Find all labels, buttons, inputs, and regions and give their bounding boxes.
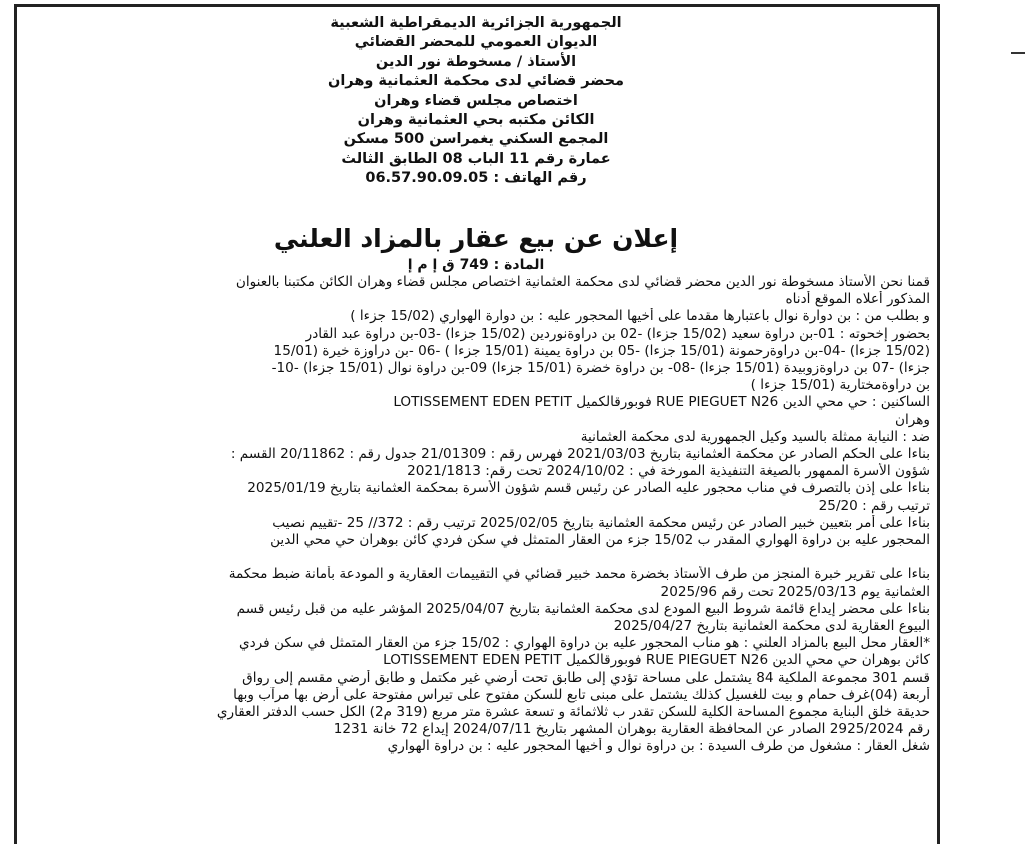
page-edge-mark <box>1011 52 1025 54</box>
body-text-line: بناءا على محضر إيداع قائمة شروط البيع المودع لدى محكمة العثمانية بتاريخ 2025/04/07 المؤشر عليه من قبل رئيس قسم <box>236 600 930 617</box>
announcement-body <box>22 274 930 756</box>
header-line: محضر قضائي لدى محكمة العثمانية وهران <box>327 73 625 90</box>
body-text-line: قسم 301 مجموعة الملكية 84 يشتمل على مساحة تؤدي إلى طابق تحت أرضي غير مكتمل و طابق أرضي مقسم إلى رواق <box>242 669 930 686</box>
body-text-line: بن دراوةمختارية (15/01 جزءا ) <box>750 377 930 394</box>
body-text-line: بناءا على أمر بتعيين خبير الصادر عن رئيس محكمة العثمانية بتاريخ 2025/02/05 ترتيب رقم : 372// 25 -تقييم نصيب <box>272 514 930 531</box>
body-text-line: العثمانية يوم 2025/03/13 تحت رقم 2025/96 <box>660 583 930 600</box>
body-text-line: (15/02 جزءا) -04-بن دراوةرحمونة (15/01 جزءا) -05 بن دراوة يمينة (15/01 جزءا ) -06 -بن دراوزة خيرة (15/01 <box>273 342 930 359</box>
body-text-line: ترتيب رقم : 25/20 <box>818 497 930 514</box>
body-text-line: بحضور إخحوته : 01-بن دراوة سعيد (15/02 جزءا) -02 بن دراوةنوردين (15/02 جزءا) -03-بن دراوة عبد القادر <box>305 325 930 342</box>
announcement-title: إعلان عن بيع عقار بالمزاد العلني <box>273 224 679 253</box>
body-text-line: شؤون الأسرة الممهور بالصيغة التنفيذية المورخة في : 2024/10/02 تحت رقم: 2021/1813 <box>407 463 930 480</box>
header-line: اختصاص مجلس قضاء وهران <box>374 92 578 109</box>
body-text-line: بناءا على إذن بالتصرف في مناب محجور عليه الصادر عن رئيس قسم شؤون الأسرة بمحكمة العثمانية بتاريخ 2025/01/19 <box>247 480 930 497</box>
body-text-line: الساكنين : حي محي الدين RUE PIEGUET N26 فوبورقالكميل LOTISSEMENT EDEN PETIT <box>393 394 930 411</box>
body-text-line: المحجور عليه بن دراوة الهواري المقدر ب 15/02 جزء من العقار المتمثل في سكن فردي كائن بوهران حي محي الدين <box>270 532 930 549</box>
header-line: الأستاذ / مسخوطة نور الدين <box>375 53 577 70</box>
legal-article-reference: المادة : 749 ق إ م إ <box>407 257 545 273</box>
body-text-line: المذكور أعلاه الموقع أدناه <box>785 291 930 308</box>
header-line: الكائن مكتبه بحي العثمانية وهران <box>357 112 595 129</box>
body-text-line: وهران <box>895 411 930 428</box>
header-line: المجمع السكني يغمراسن 500 مسكن <box>343 131 609 148</box>
body-text-line: ضد : النيابة ممثلة بالسيد وكيل الجمهورية لدى محكمة العثمانية <box>580 428 930 445</box>
body-text-line: قمنا نحن الأستاذ مسخوطة نور الدين محضر قضائي لدى محكمة العثمانية اختصاص مجلس قضاء وهران الكائن مكتبنا بالعنوان <box>235 274 930 290</box>
body-text-line: *العقار محل البيع بالمزاد العلني : هو مناب المحجور عليه بن دراوة الهواري : 15/02 جزء من العقار المتمثل في سكن فردي <box>238 635 930 652</box>
body-text-line: حديقة خلق البناية مجموع المساحة الكلية للسكن تقدر ب ثلاثمائة و تسعة عشرة متر مربع (319 م2) الكل حسب الدفتر العقاري <box>216 704 930 721</box>
body-text-line: بناءا على تقرير خبرة المنجز من طرف الأستاذ بخضرة محمد خبير قضائي في التقييمات العقارية و المودعة بأمانة ضبط محكمة <box>228 566 930 583</box>
office-header <box>20 14 932 189</box>
header-line: الجمهورية الجزائرية الديمقراطية الشعبية <box>330 15 622 31</box>
header-line: عمارة رقم 11 الباب 08 الطابق الثالث <box>341 150 611 167</box>
body-text-line: أربعة (04)غرف حمام و بيت للغسيل كذلك يشتمل على مبنى تابع للسكن مفتوح على تيراس مفتوحة على أرض بها مرآب وبها <box>233 686 930 703</box>
body-text-line: البيوع العقارية لدى محكمة العثمانية بتاريخ 2025/04/27 <box>613 618 930 635</box>
body-text-line: رقم 2925/2024 الصادر عن المحافظة العقارية بوهران المشهر بتاريخ 2024/07/11 إيداع 72 خانة 1231 <box>333 721 930 738</box>
body-text-line: جزءا) -07 بن دراوةزوبيدة (15/01 جزءا) -08- بن دراوة خضرة (15/01 جزءا) 09-بن دراوة نوال (15/01 جزءا) -10- <box>271 360 930 377</box>
body-text-line: بناءا على الحكم الصادر عن محكمة العثمانية بتاريخ 2021/03/03 فهرس رقم : 21/01309 جدول رقم : 20/11862 القسم : <box>230 446 930 463</box>
body-text-line: كائن بوهران حي محي الدين RUE PIEGUET N26 فوبورقالكميل LOTISSEMENT EDEN PETIT <box>383 652 930 669</box>
body-text-line: و بطلب من : بن دوارة نوال باعتبارها مقدما على أخيها المحجور عليه : بن دوارة الهواري (15/02 جزءا ) <box>350 308 930 325</box>
header-line: الديوان العمومي للمحضر القضائي <box>354 34 598 51</box>
body-text-line: شغل العقار : مشغول من طرف السيدة : بن دراوة نوال و أخيها المحجور عليه : بن دراوة الهواري <box>387 738 930 755</box>
paragraph-gap <box>22 549 930 566</box>
header-line: رقم الهاتف : 06.57.90.09.05 <box>365 170 587 187</box>
